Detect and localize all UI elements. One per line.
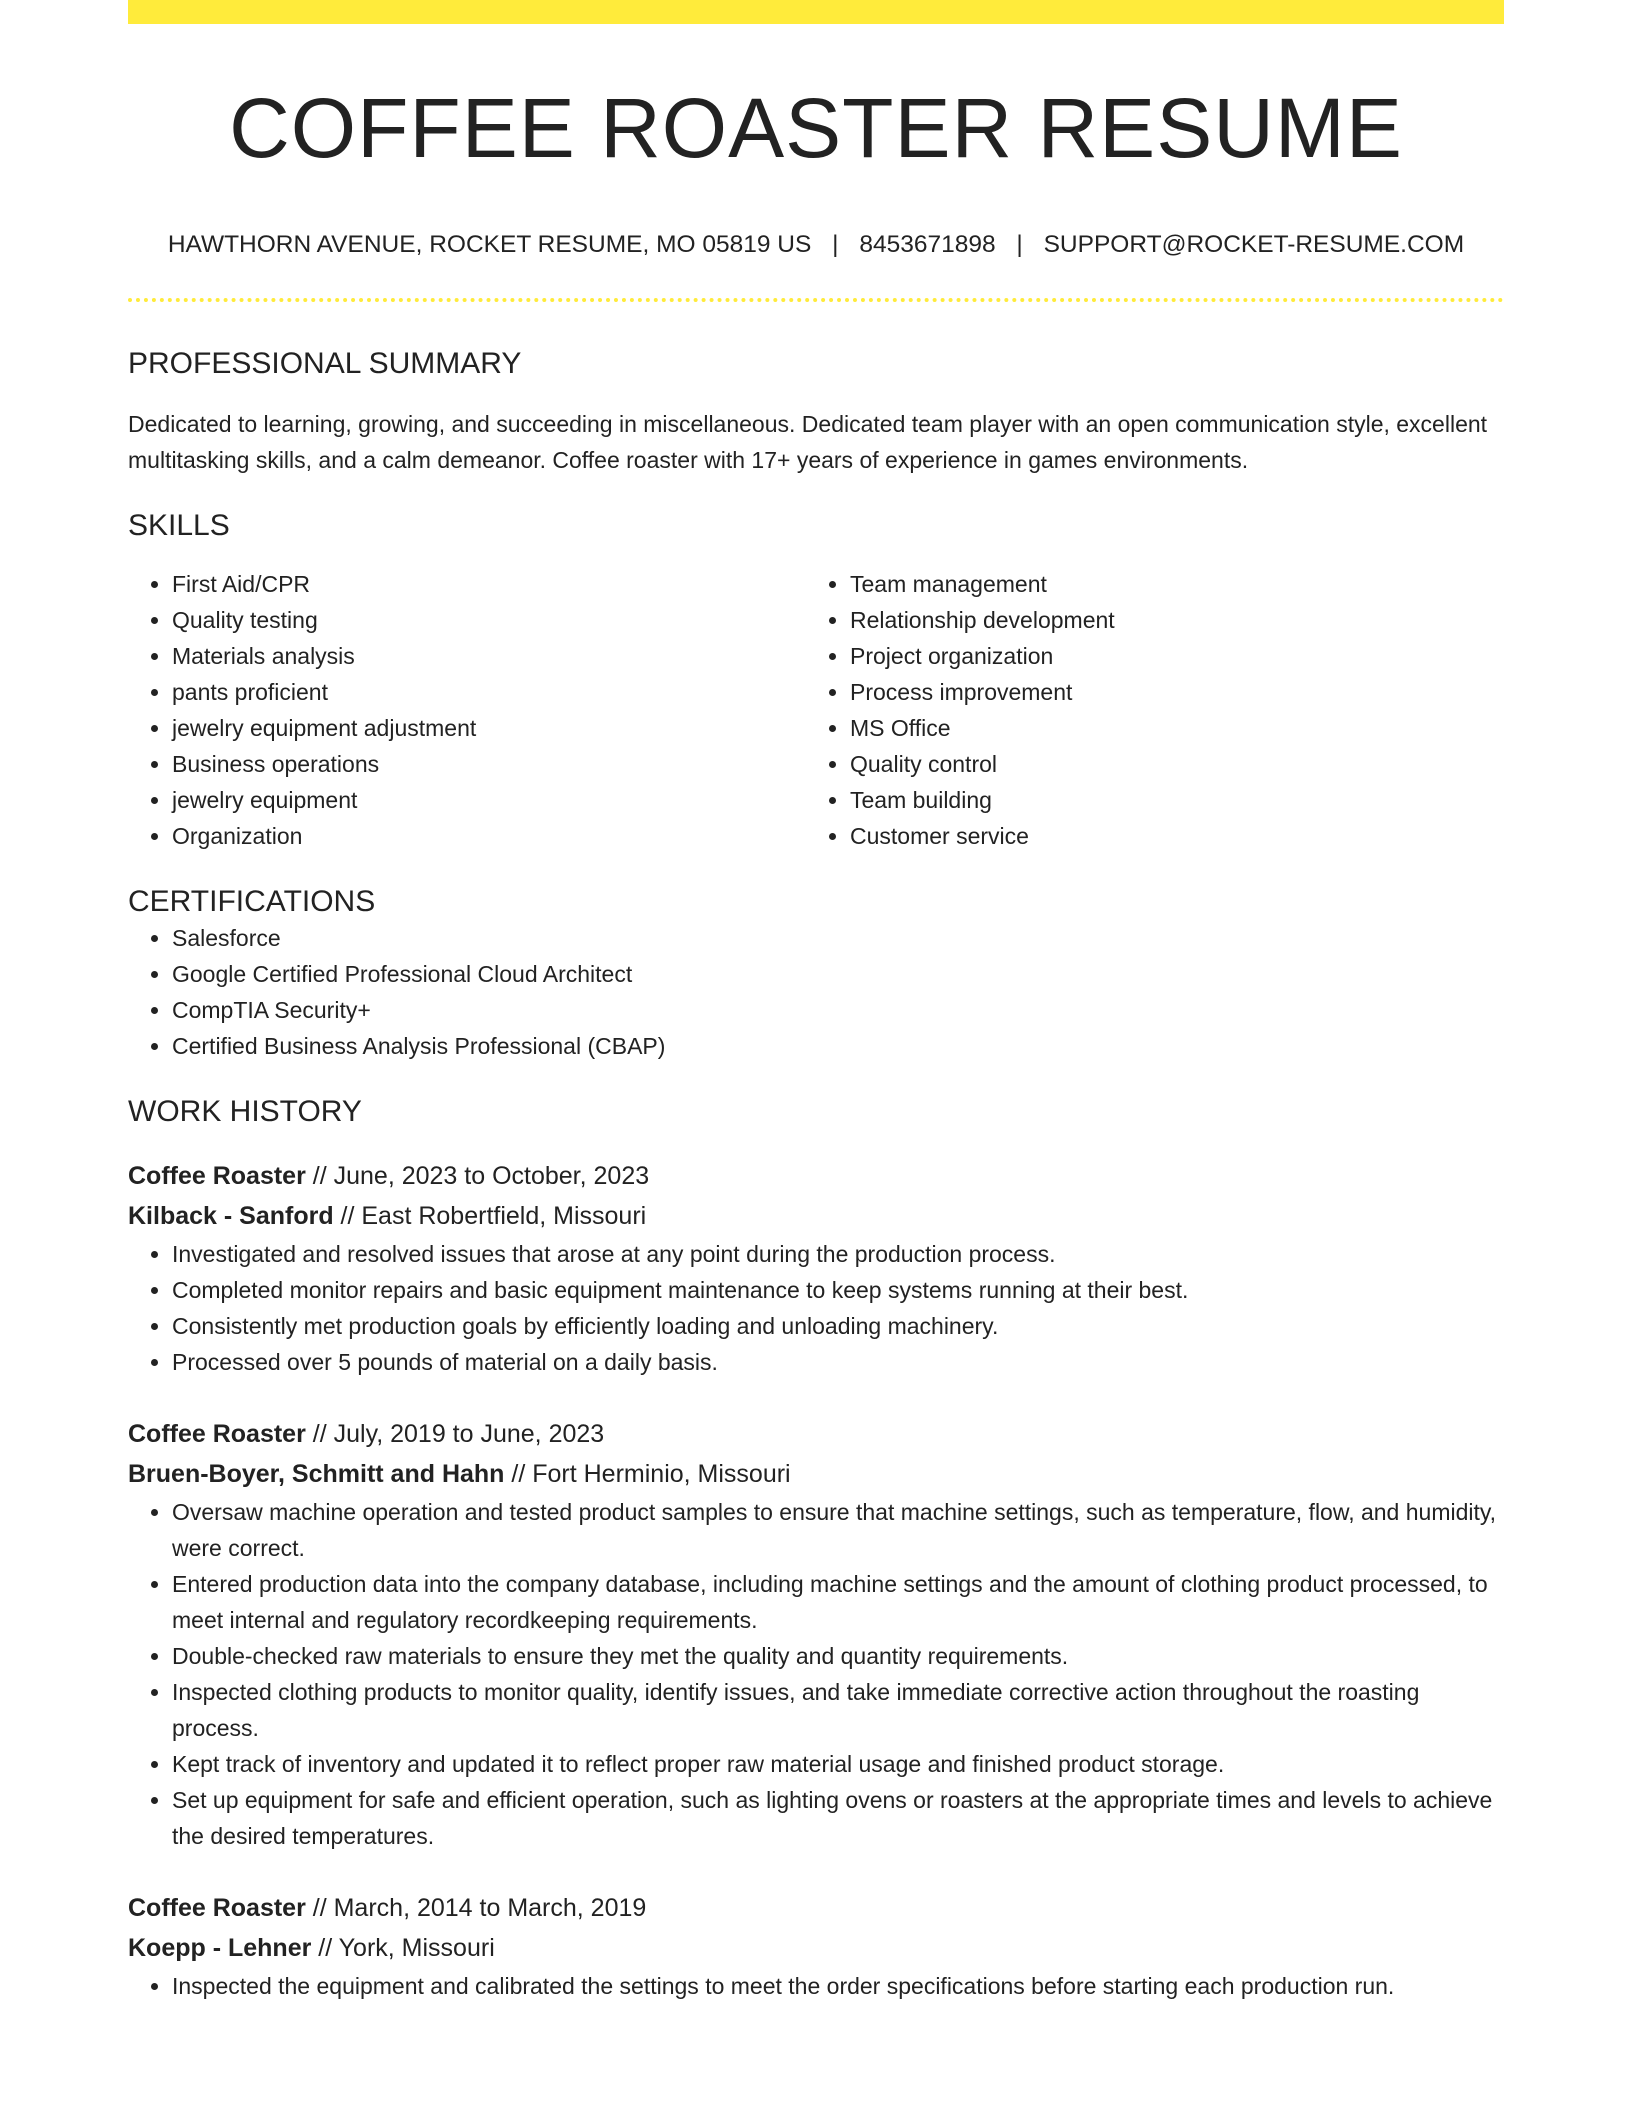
skill-item: • Business operations: [172, 746, 806, 782]
job-entry: [128, 1414, 1504, 1854]
job-role: Coffee Roaster: [128, 1419, 306, 1448]
skill-item: • Team management: [850, 566, 1484, 602]
section-title-certifications: CERTIFICATIONS: [128, 884, 376, 918]
certification-item: • Certified Business Analysis Professional (CBAP): [172, 1028, 1504, 1064]
certifications-list: [128, 920, 1504, 1064]
section-title-summary: PROFESSIONAL SUMMARY: [128, 346, 522, 380]
job-duties-list: [128, 1236, 1504, 1380]
contact-line: [128, 230, 1504, 259]
job-location: // York, Missouri: [311, 1933, 495, 1962]
job-duty: • Investigated and resolved issues that arose at any point during the production process.: [172, 1236, 1504, 1272]
skills-columns: [128, 566, 1504, 854]
job-duties-list: [128, 1968, 1504, 2004]
job-dates: // March, 2014 to March, 2019: [305, 1893, 647, 1922]
job-duty: • Consistently met production goals by efficiently loading and unloading machinery.: [172, 1308, 1504, 1344]
accent-bar: [128, 0, 1504, 24]
skill-item: • First Aid/CPR: [172, 566, 806, 602]
job-duty: • Set up equipment for safe and efficient operation, such as lighting ovens or roasters at the appropriate times and levels to achieve the desired temperatures.: [172, 1782, 1504, 1854]
certification-item: • Salesforce: [172, 920, 1504, 956]
job-duty: • Entered production data into the company database, including machine settings and the amount of clothing product processed, to meet internal and regulatory recordkeeping requirements.: [172, 1566, 1504, 1638]
certifications-section: [128, 884, 1504, 1064]
job-duty: • Double-checked raw materials to ensure they met the quality and quantity requirements.: [172, 1638, 1504, 1674]
skill-item: • pants proficient: [172, 674, 806, 710]
job-location: // East Robertfield, Missouri: [333, 1201, 647, 1230]
skills-column-left: [128, 566, 806, 854]
job-duty: • Completed monitor repairs and basic equipment maintenance to keep systems running at their best.: [172, 1272, 1504, 1308]
job-location: // Fort Herminio, Missouri: [504, 1459, 791, 1488]
skill-item: • jewelry equipment adjustment: [172, 710, 806, 746]
job-company-line: [128, 1454, 1504, 1494]
section-title-skills: SKILLS: [128, 508, 230, 542]
job-entry: [128, 1156, 1504, 1380]
job-duties-list: [128, 1494, 1504, 1854]
job-duty: • Kept track of inventory and updated it to reflect proper raw material usage and finished product storage.: [172, 1746, 1504, 1782]
job-company: Koepp - Lehner: [128, 1933, 312, 1962]
job-duty: • Oversaw machine operation and tested product samples to ensure that machine settings, such as temperature, flow, and humidity, were correct.: [172, 1494, 1504, 1566]
skills-section: [128, 508, 1504, 854]
skill-item: • Customer service: [850, 818, 1484, 854]
skills-column-right: [806, 566, 1484, 854]
job-dates: // July, 2019 to June, 2023: [305, 1419, 605, 1448]
certification-item: • Google Certified Professional Cloud Architect: [172, 956, 1504, 992]
job-role-line: [128, 1888, 1504, 1928]
skill-item: • Project organization: [850, 638, 1484, 674]
resume-page: [128, 0, 1504, 2004]
contact-phone: 8453671898: [859, 231, 996, 259]
contact-address: HAWTHORN AVENUE, ROCKET RESUME, MO 05819 US: [167, 231, 812, 259]
summary-section: [128, 346, 1504, 478]
contact-separator: |: [1016, 231, 1023, 259]
job-dates: // June, 2023 to October, 2023: [305, 1161, 650, 1190]
skill-item: • jewelry equipment: [172, 782, 806, 818]
skill-item: • MS Office: [850, 710, 1484, 746]
job-duty: • Processed over 5 pounds of material on a daily basis.: [172, 1344, 1504, 1380]
summary-text: Dedicated to learning, growing, and succeeding in miscellaneous. Dedicated team player with an open communication style, excellent multitasking skills, and a calm demeanor. Coffee roaster with 17+ years of experience in games environments.: [128, 410, 1488, 473]
skill-item: • Relationship development: [850, 602, 1484, 638]
work-history-section: [128, 1094, 1504, 2004]
dotted-divider: [128, 298, 1504, 302]
job-role-line: [128, 1156, 1504, 1196]
job-company: Bruen-Boyer, Schmitt and Hahn: [128, 1459, 505, 1488]
skill-item: • Materials analysis: [172, 638, 806, 674]
job-company-line: [128, 1196, 1504, 1236]
job-company-line: [128, 1928, 1504, 1968]
skill-item: • Organization: [172, 818, 806, 854]
skill-item: • Team building: [850, 782, 1484, 818]
job-role: Coffee Roaster: [128, 1161, 306, 1190]
job-role-line: [128, 1414, 1504, 1454]
skills-list-left: [128, 566, 806, 854]
job-company: Kilback - Sanford: [128, 1201, 334, 1230]
contact-separator: |: [832, 231, 839, 259]
job-duty: • Inspected the equipment and calibrated the settings to meet the order specifications before starting each production run.: [172, 1968, 1504, 2004]
section-title-work-history: WORK HISTORY: [128, 1094, 362, 1128]
job-entry: [128, 1888, 1504, 2004]
skill-item: • Quality control: [850, 746, 1484, 782]
resume-title: COFFEE ROASTER RESUME: [229, 81, 1403, 175]
job-duty: • Inspected clothing products to monitor quality, identify issues, and take immediate corrective action throughout the roasting process.: [172, 1674, 1504, 1746]
skill-item: • Process improvement: [850, 674, 1484, 710]
job-role: Coffee Roaster: [128, 1893, 306, 1922]
skill-item: • Quality testing: [172, 602, 806, 638]
certification-item: • CompTIA Security+: [172, 992, 1504, 1028]
skills-list-right: [806, 566, 1484, 854]
contact-email: SUPPORT@ROCKET-RESUME.COM: [1043, 231, 1465, 259]
